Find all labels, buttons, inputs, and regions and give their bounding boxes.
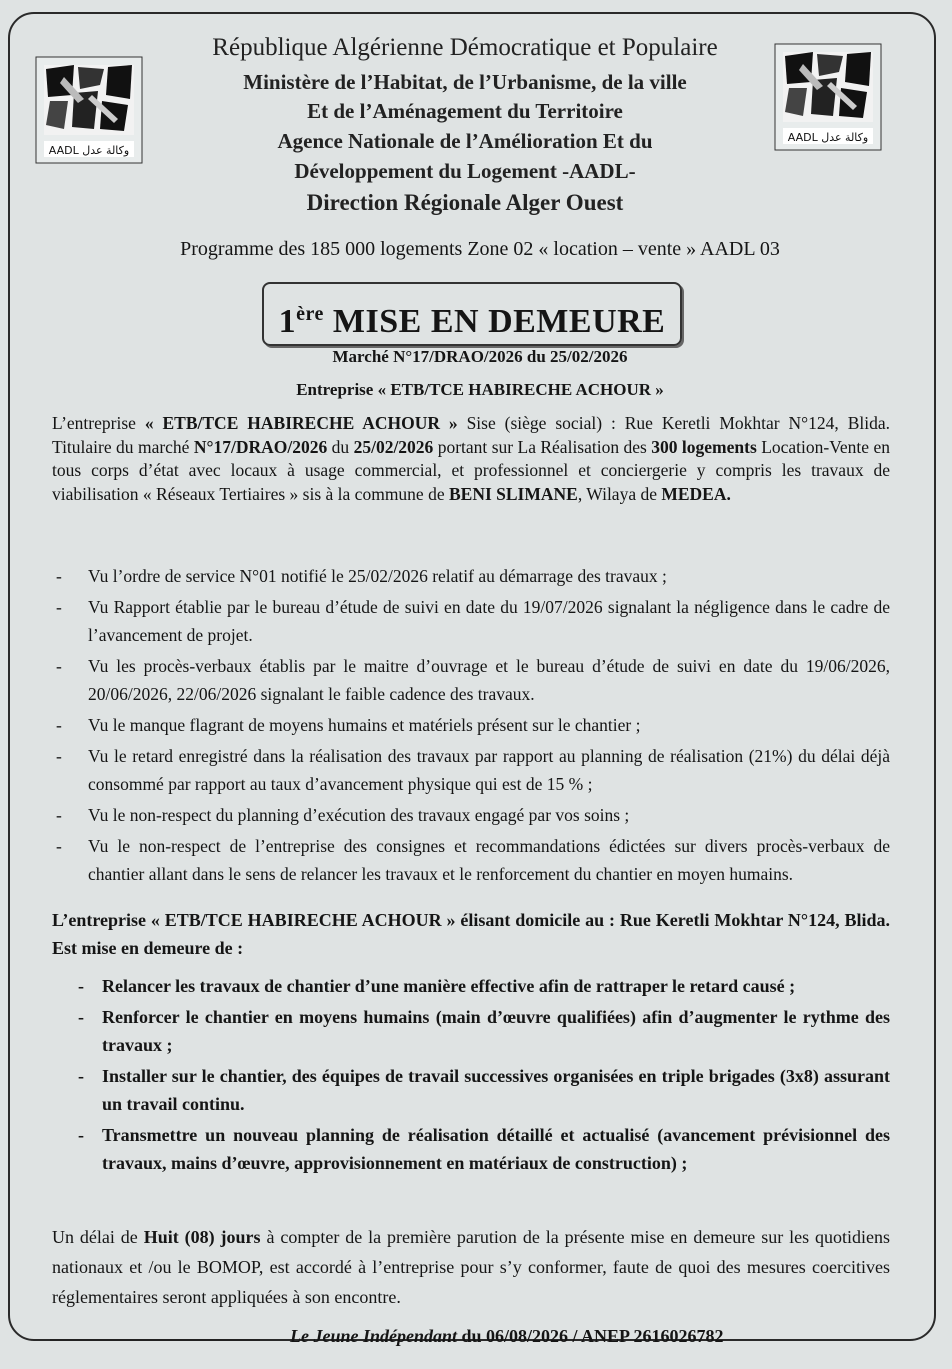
considerants-list: [52, 562, 890, 891]
aadl-logo-right: [773, 42, 883, 152]
list-item: - Vu le non-respect du planning d’exécution des travaux engagé par vos soins ;: [56, 805, 630, 825]
title-box: [262, 282, 682, 346]
publication-reference: Le Jeune Indépendant du 06/08/2026 / ANEP 2616026782: [290, 1326, 724, 1346]
list-item: - Relancer les travaux de chantier d’une manière effective afin de rattraper le retard causé ;: [78, 976, 796, 996]
list-item: - Installer sur le chantier, des équipes de travail successives organisées en triple brigades (3x8) assurant un travail continu.: [78, 1066, 890, 1114]
mise-en-demeure-paragraph: L’entreprise « ETB/TCE HABIRECHE ACHOUR » élisant domicile au : Rue Keretli Mokhtar N°124, Blida. Est mise en demeure de :: [52, 910, 890, 958]
list-item: - Transmettre un nouveau planning de réalisation détaillé et actualisé (avancement prévisionnel des travaux, mains d’œuvre, approvisionnement en matériaux de construction) ;: [78, 1125, 890, 1173]
list-item: - Vu les procès-verbaux établis par le maitre d’ouvrage et le bureau d’étude de suivi en date du 19/06/2026, 20/06/2026, 22/06/2026 signalant le faible cadence des travaux.: [56, 656, 890, 704]
header-ministry-cont: Et de l’Aménagement du Territoire: [307, 99, 623, 123]
list-item: - Vu le non-respect de l’entreprise des consignes et recommandations édictées sur divers procès-verbaux de chantier allant dans le sens de relancer les travaux et le renforcement du chantier en moyen humains.: [56, 836, 890, 884]
svg-text:AADL وكالة عدل: AADL وكالة عدل: [48, 144, 130, 157]
delai-paragraph: Un délai de Huit (08) jours à compter de la première parution de la présente mise en demeure sur les quotidiens nationaux et /ou le BOMOP, est accordé à l’entreprise pour s’y conformer, faute de quoi des mesures coercitives réglementaires seront appliquées à son encontre.: [52, 1227, 891, 1307]
list-item: - Vu le retard enregistré dans la réalisation des travaux par rapport au planning de réalisation (21%) du délai déjà consommé par rapport au taux d’avancement physique qui est de 15 % ;: [56, 746, 890, 794]
programme-line: Programme des 185 000 logements Zone 02 « location – vente » AADL 03: [180, 238, 780, 260]
list-item: - Vu l’ordre de service N°01 notifié le 25/02/2026 relatif au démarrage des travaux ;: [56, 566, 667, 586]
header-republic: République Algérienne Démocratique et Populaire: [212, 34, 718, 61]
list-item: - Vu Rapport établie par le bureau d’étude de suivi en date du 19/07/2026 signalant la négligence dans le cadre de l’avancement de projet.: [56, 597, 890, 645]
marche-reference: Marché N°17/DRAO/2026 du 25/02/2026: [332, 347, 628, 366]
header-ministry: Ministère de l’Habitat, de l’Urbanisme, de la ville: [243, 70, 687, 94]
entreprise-line: Entreprise « ETB/TCE HABIRECHE ACHOUR »: [296, 380, 664, 399]
header-agency-cont: Développement du Logement -AADL-: [294, 159, 636, 183]
intro-paragraph: L’entreprise « ETB/TCE HABIRECHE ACHOUR » Sise (siège social) : Rue Keretli Mokhtar N°124, Blida. Titulaire du marché N°17/DRAO/2026 du 25/02/2026 portant sur La Réalisation des 300 logements Location-Vente en tous corps d’état avec locaux à usage commercial, et professionnel et conciergerie y compris les travaux de viabilisation « Réseaux Tertiaires » sis à la commune de BENI SLIMANE, Wilaya de MEDEA.: [52, 413, 891, 504]
header-direction: Direction Régionale Alger Ouest: [306, 190, 624, 215]
footer-rule: [50, 1339, 260, 1341]
document-title: 1ère MISE EN DEMEURE: [278, 303, 666, 340]
header-agency: Agence Nationale de l’Amélioration Et du: [277, 129, 653, 153]
list-item: - Renforcer le chantier en moyens humains (main d’œuvre qualifiées) afin d’augmenter le rythme des travaux ;: [78, 1007, 890, 1055]
list-item: - Vu le manque flagrant de moyens humains et matériels présent sur le chantier ;: [56, 715, 641, 735]
aadl-logo-left: [34, 55, 144, 165]
obligations-list: [76, 972, 890, 1180]
svg-text:AADL وكالة عدل: AADL وكالة عدل: [787, 131, 869, 144]
